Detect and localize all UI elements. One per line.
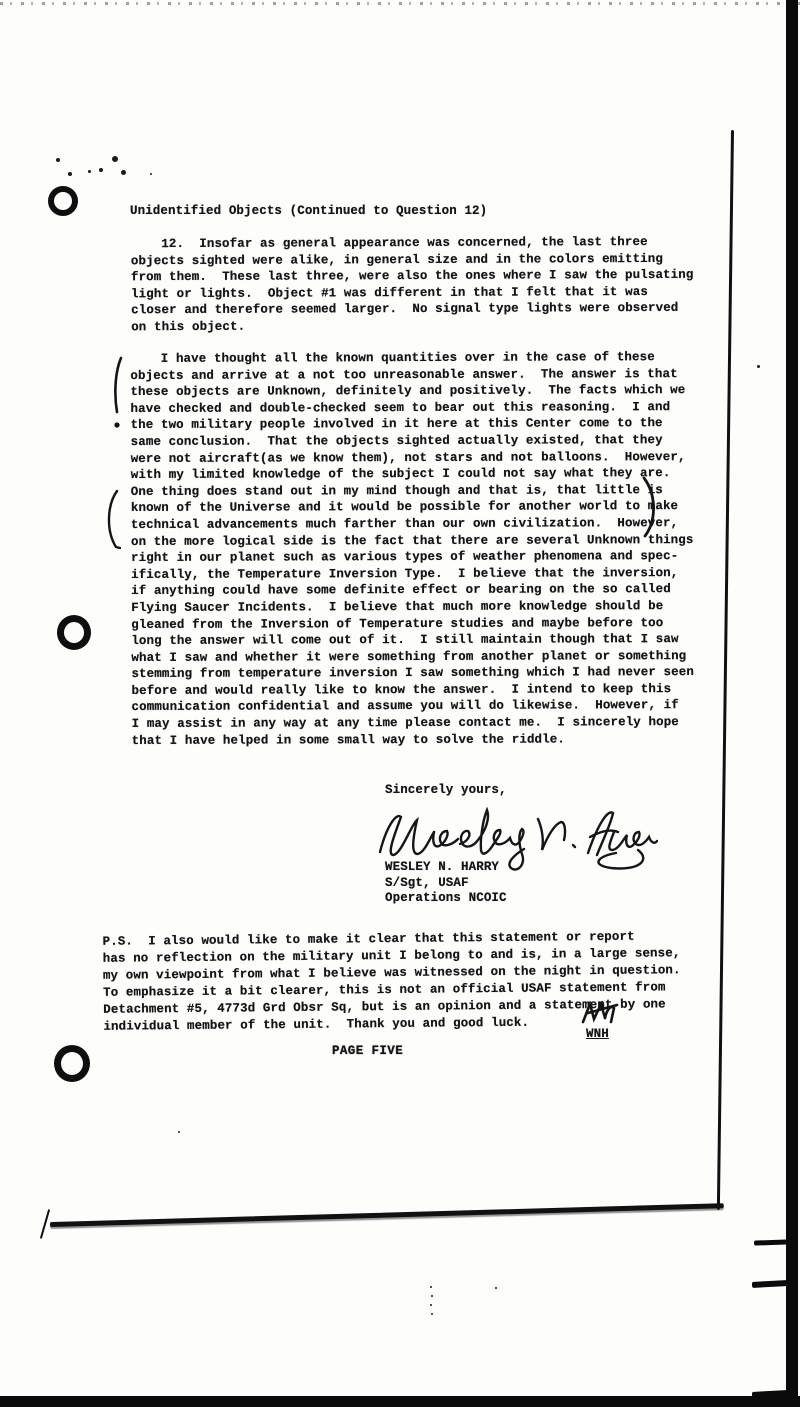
ink-speck [68, 172, 72, 176]
ink-speck [112, 156, 118, 162]
hole-punch [57, 615, 91, 650]
paper-right-edge-line [717, 130, 734, 1210]
text-line: long the answer will come out of it. I still maintain though that I saw [131, 632, 679, 649]
paper-bottom-edge-line [50, 1203, 724, 1227]
ink-speck [178, 1131, 180, 1133]
text-line: closer and therefore seemed larger. No signal type lights were observed [131, 301, 679, 318]
text-line: same conclusion. That the objects sighted actually existed, that they [130, 433, 663, 449]
ink-speck [431, 1295, 433, 1297]
text-line: 12. Insofar as general appearance was concerned, the last three [130, 234, 648, 252]
ink-speck [121, 170, 126, 175]
text-line: that I have helped in some small way to solve the riddle. [131, 732, 565, 748]
paragraph-statement [130, 349, 694, 749]
text-line: individual member of the unit. Thank you and good luck. [103, 1015, 530, 1034]
text-line: were not aircraft(as we know them), not stars and not balloons. However, [130, 449, 686, 466]
ink-speck [430, 1286, 432, 1288]
scan-right-black-bar [786, 0, 798, 1407]
text-line: WESLEY N. HARRY [385, 860, 500, 874]
text-line: gleaned from the Inversion of Temperature studies and maybe before too [131, 615, 664, 632]
typed-initials: WNH [586, 1027, 609, 1041]
hole-punch [54, 1045, 90, 1082]
text-line: stemming from temperature inversion I saw something which I had never seen [131, 665, 694, 682]
ink-speck [495, 1287, 497, 1289]
ink-speck [150, 173, 152, 175]
text-line: light or lights. Object #1 was different in that I felt that it was [131, 284, 648, 302]
text-line: communication confidential and assume you will do likewise. However, if [131, 698, 679, 715]
text-line: on this object. [131, 319, 246, 335]
text-line: Flying Saucer Incidents. I believe that much more knowledge should be [131, 599, 664, 615]
text-line: Detachment #5, 4773d Grd Obsr Sq, but is an opinion and a statement by one [103, 996, 666, 1017]
text-line: right in our planet such as various types of weather phenomena and spec- [131, 549, 679, 566]
scan-bottom-black-bar [0, 1396, 800, 1407]
text-line: objects sighted were alike, in general size and in the colors emitting [130, 251, 664, 268]
text-line: these objects are Unknown, definitely and positively. The facts which we [130, 383, 686, 400]
paragraph-question-12 [131, 234, 694, 336]
text-line: from them. These last three, were also the ones where I saw the pulsating [130, 267, 694, 285]
ink-speck [88, 170, 91, 173]
text-line: known of the Universe and it would be possible for another world to make [130, 499, 679, 516]
scan-edge-tick [752, 1280, 788, 1288]
text-line: P.S. I also would like to make it clear that this statement or report [102, 929, 635, 949]
text-line: has no reflection on the military unit I belong to and is, in a large sense, [102, 946, 681, 966]
text-line: objects and arrive at a not too unreasonable answer. The answer is that [130, 366, 678, 383]
ink-speck [56, 158, 60, 162]
text-line: To emphasize it a bit clearer, this is not an official USAF statement from [103, 980, 666, 1000]
text-line: Operations NCOIC [385, 891, 507, 906]
scan-edge-tick [754, 1239, 788, 1245]
ink-speck [430, 1304, 432, 1306]
handwritten-left-bracket-mark [110, 356, 126, 432]
text-line: I have thought all the known quantities over in the case of these [130, 350, 655, 366]
signer-name-block [385, 860, 507, 907]
closing-salutation: Sincerely yours, [385, 783, 507, 797]
page-number-label: PAGE FIVE [332, 1044, 404, 1058]
text-line: with my limited knowledge of the subject I could not say what they are. [130, 466, 671, 483]
hole-punch [48, 186, 78, 216]
handwritten-open-paren-mark [103, 489, 121, 551]
text-line: have checked and double-checked seem to bear out this reasoning. I and [130, 399, 671, 416]
document-heading: Unidentified Objects (Continued to Question 12) [130, 204, 488, 218]
text-line: technical advancements much farther than our own civilization. However, [130, 516, 679, 532]
handwritten-close-paren-mark [640, 476, 662, 540]
handwritten-initials-scribble [580, 1001, 620, 1025]
text-line: I may assist in any way at any time please contact me. I sincerely hope [131, 715, 679, 732]
paper-corner-mark [40, 1209, 50, 1238]
text-line: my own viewpoint from what I believe was witnessed on the night in question. [102, 963, 681, 983]
text-line: before and would really like to know the answer. I intend to keep this [131, 681, 672, 698]
text-line: S/Sgt, USAF [385, 875, 469, 890]
text-line: if anything could have some definite effect or bearing on the so called [131, 582, 671, 599]
scan-top-dotted-edge [0, 2, 800, 5]
ink-speck [431, 1313, 433, 1315]
ink-speck [99, 168, 103, 172]
text-line: One thing does stand out in my mind though and that is, that little is [130, 482, 663, 499]
text-line: the two military people involved in it here at this Center come to the [130, 416, 663, 433]
text-line: on the more logical side is the fact that there are several Unknown things [130, 532, 694, 549]
text-line: ifically, the Temperature Inversion Type. I believe that the inversion, [131, 565, 679, 582]
text-line: what I saw and whether it were something from another planet or something [131, 648, 687, 665]
ink-speck [757, 365, 760, 368]
